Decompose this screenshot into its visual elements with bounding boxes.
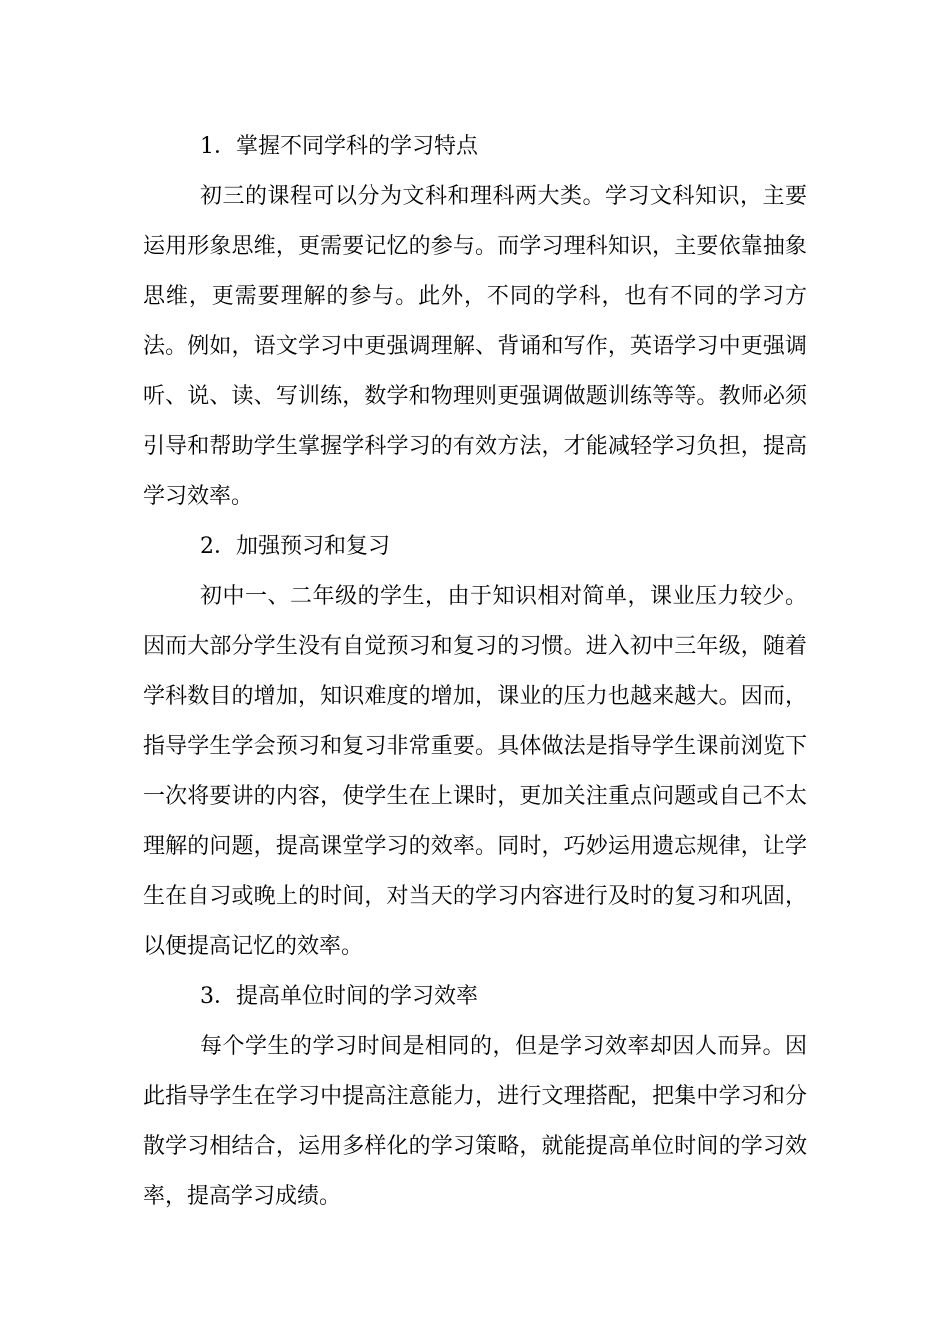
section-heading-2: 2．加强预习和复习	[200, 534, 390, 559]
section-paragraph-3: 每个学生的学习时间是相同的，但是学习效率却因人而异。因此指导学生在学习中提高注意能力，进行文理搭配，把集中学习和分散学习相结合，运用多样化的学习策略，就能提高单位时间的学习效率，提高学习成绩。	[143, 1034, 807, 1209]
section-heading-1: 1．掌握不同学科的学习特点	[200, 134, 478, 159]
section-heading-3: 3．提高单位时间的学习效率	[200, 984, 478, 1009]
section-paragraph-2: 初中一、二年级的学生，由于知识相对简单，课业压力较少。因而大部分学生没有自觉预习和复习的习惯。进入初中三年级，随着学科数目的增加，知识难度的增加，课业的压力也越来越大。因而，指导学生学会预习和复习非常重要。具体做法是指导学生课前浏览下一次将要讲的内容，使学生在上课时，更加关注重点问题或自己不太理解的问题，提高课堂学习的效率。同时，巧妙运用遗忘规律，让学生在自习或晚上的时间，对当天的学习内容进行及时的复习和巩固，以便提高记忆的效率。	[143, 584, 807, 959]
document-body	[143, 122, 807, 1222]
section-paragraph-1: 初三的课程可以分为文科和理科两大类。学习文科知识，主要运用形象思维，更需要记忆的参与。而学习理科知识，主要依靠抽象思维，更需要理解的参与。此外，不同的学科，也有不同的学习方法。例如，语文学习中更强调理解、背诵和写作，英语学习中更强调听、说、读、写训练，数学和物理则更强调做题训练等等。教师必须引导和帮助学生掌握学科学习的有效方法，才能减轻学习负担，提高学习效率。	[143, 184, 807, 509]
